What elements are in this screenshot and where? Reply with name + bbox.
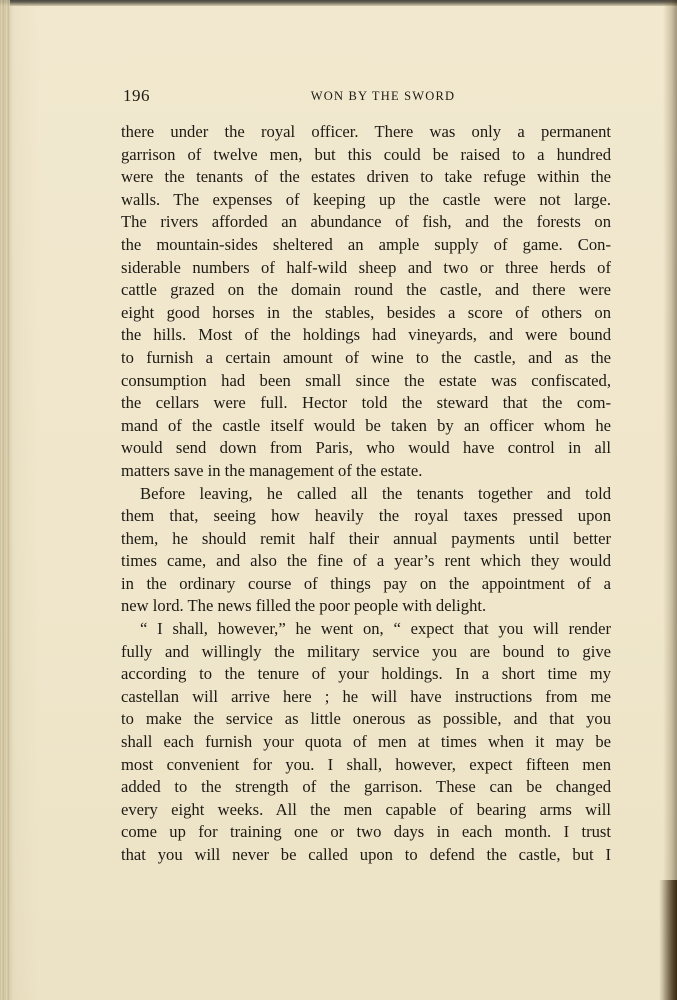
text-line: new lord. The news filled the poor people with delight.	[121, 596, 487, 616]
text-line: most convenient for you. I shall, however, expect fifteen men	[121, 754, 611, 774]
text-line: times came, and also the fine of a year’s rent which they would	[121, 551, 611, 571]
text-line: castellan will arrive here ; he will have instructions from me	[121, 686, 611, 706]
text-line: the hills. Most of the holdings had vineyards, and were bound	[121, 325, 611, 345]
text-line: according to the tenure of your holdings. In a short time my	[121, 664, 611, 684]
text-line: added to the strength of the garrison. These can be changed	[121, 777, 611, 797]
text-line: there under the royal officer. There was only a permanent	[121, 122, 611, 141]
text-line: mand of the castle itself would be taken by an officer whom he	[121, 415, 611, 435]
text-line: to furnish a certain amount of wine to the castle, and as the	[121, 347, 611, 367]
text-line: the cellars were full. Hector told the steward that the com-	[121, 393, 611, 413]
text-line: siderable numbers of half-wild sheep and two or three herds of	[121, 257, 611, 277]
page-number: 196	[123, 86, 150, 105]
page-corner-shadow	[659, 880, 677, 1000]
text-line: eight good horses in the stables, besides a score of others on	[121, 302, 611, 322]
text-line: The rivers afforded an abundance of fish, and the forests on	[121, 212, 611, 232]
text-line: every eight weeks. All the men capable of bearing arms will	[121, 799, 611, 819]
text-line: would send down from Paris, who would have control in all	[121, 438, 611, 458]
text-line: come up for training one or two days in each month. I trust	[121, 822, 611, 842]
page-right-shadow	[663, 0, 677, 1000]
body-text	[121, 121, 611, 867]
text-line: in the ordinary course of things pay on the appointment of a	[121, 573, 611, 593]
text-line: were the tenants of the estates driven to take refuge within the	[121, 167, 611, 187]
text-line: them that, seeing how heavily the royal taxes pressed upon	[121, 506, 611, 526]
page-binding-edge	[0, 0, 10, 1000]
text-line: garrison of twelve men, but this could be raised to a hundred	[121, 144, 611, 164]
text-line: to make the service as little onerous as possible, and that you	[121, 709, 611, 729]
text-line: consumption had been small since the estate was confiscated,	[121, 370, 611, 390]
text-line: fully and willingly the military service you are bound to give	[121, 641, 611, 661]
running-head: WON BY THE SWORD	[310, 89, 456, 103]
text-line: Before leaving, he called all the tenants together and told	[140, 483, 611, 503]
page-top-edge	[0, 0, 677, 6]
text-line: cattle grazed on the domain round the castle, and there were	[121, 280, 611, 300]
text-line: that you will never be called upon to defend the castle, but I	[121, 845, 611, 864]
text-line: them, he should remit half their annual payments until better	[121, 528, 611, 548]
text-line: the mountain-sides sheltered an ample supply of game. Con-	[121, 234, 611, 254]
text-line: shall each furnish your quota of men at times when it may be	[121, 732, 611, 752]
text-line: matters save in the management of the estate.	[121, 460, 423, 480]
page-header	[123, 86, 613, 110]
text-line: walls. The expenses of keeping up the castle were not large.	[121, 189, 611, 209]
text-line: “ I shall, however,” he went on, “ expect that you will render	[140, 619, 611, 639]
